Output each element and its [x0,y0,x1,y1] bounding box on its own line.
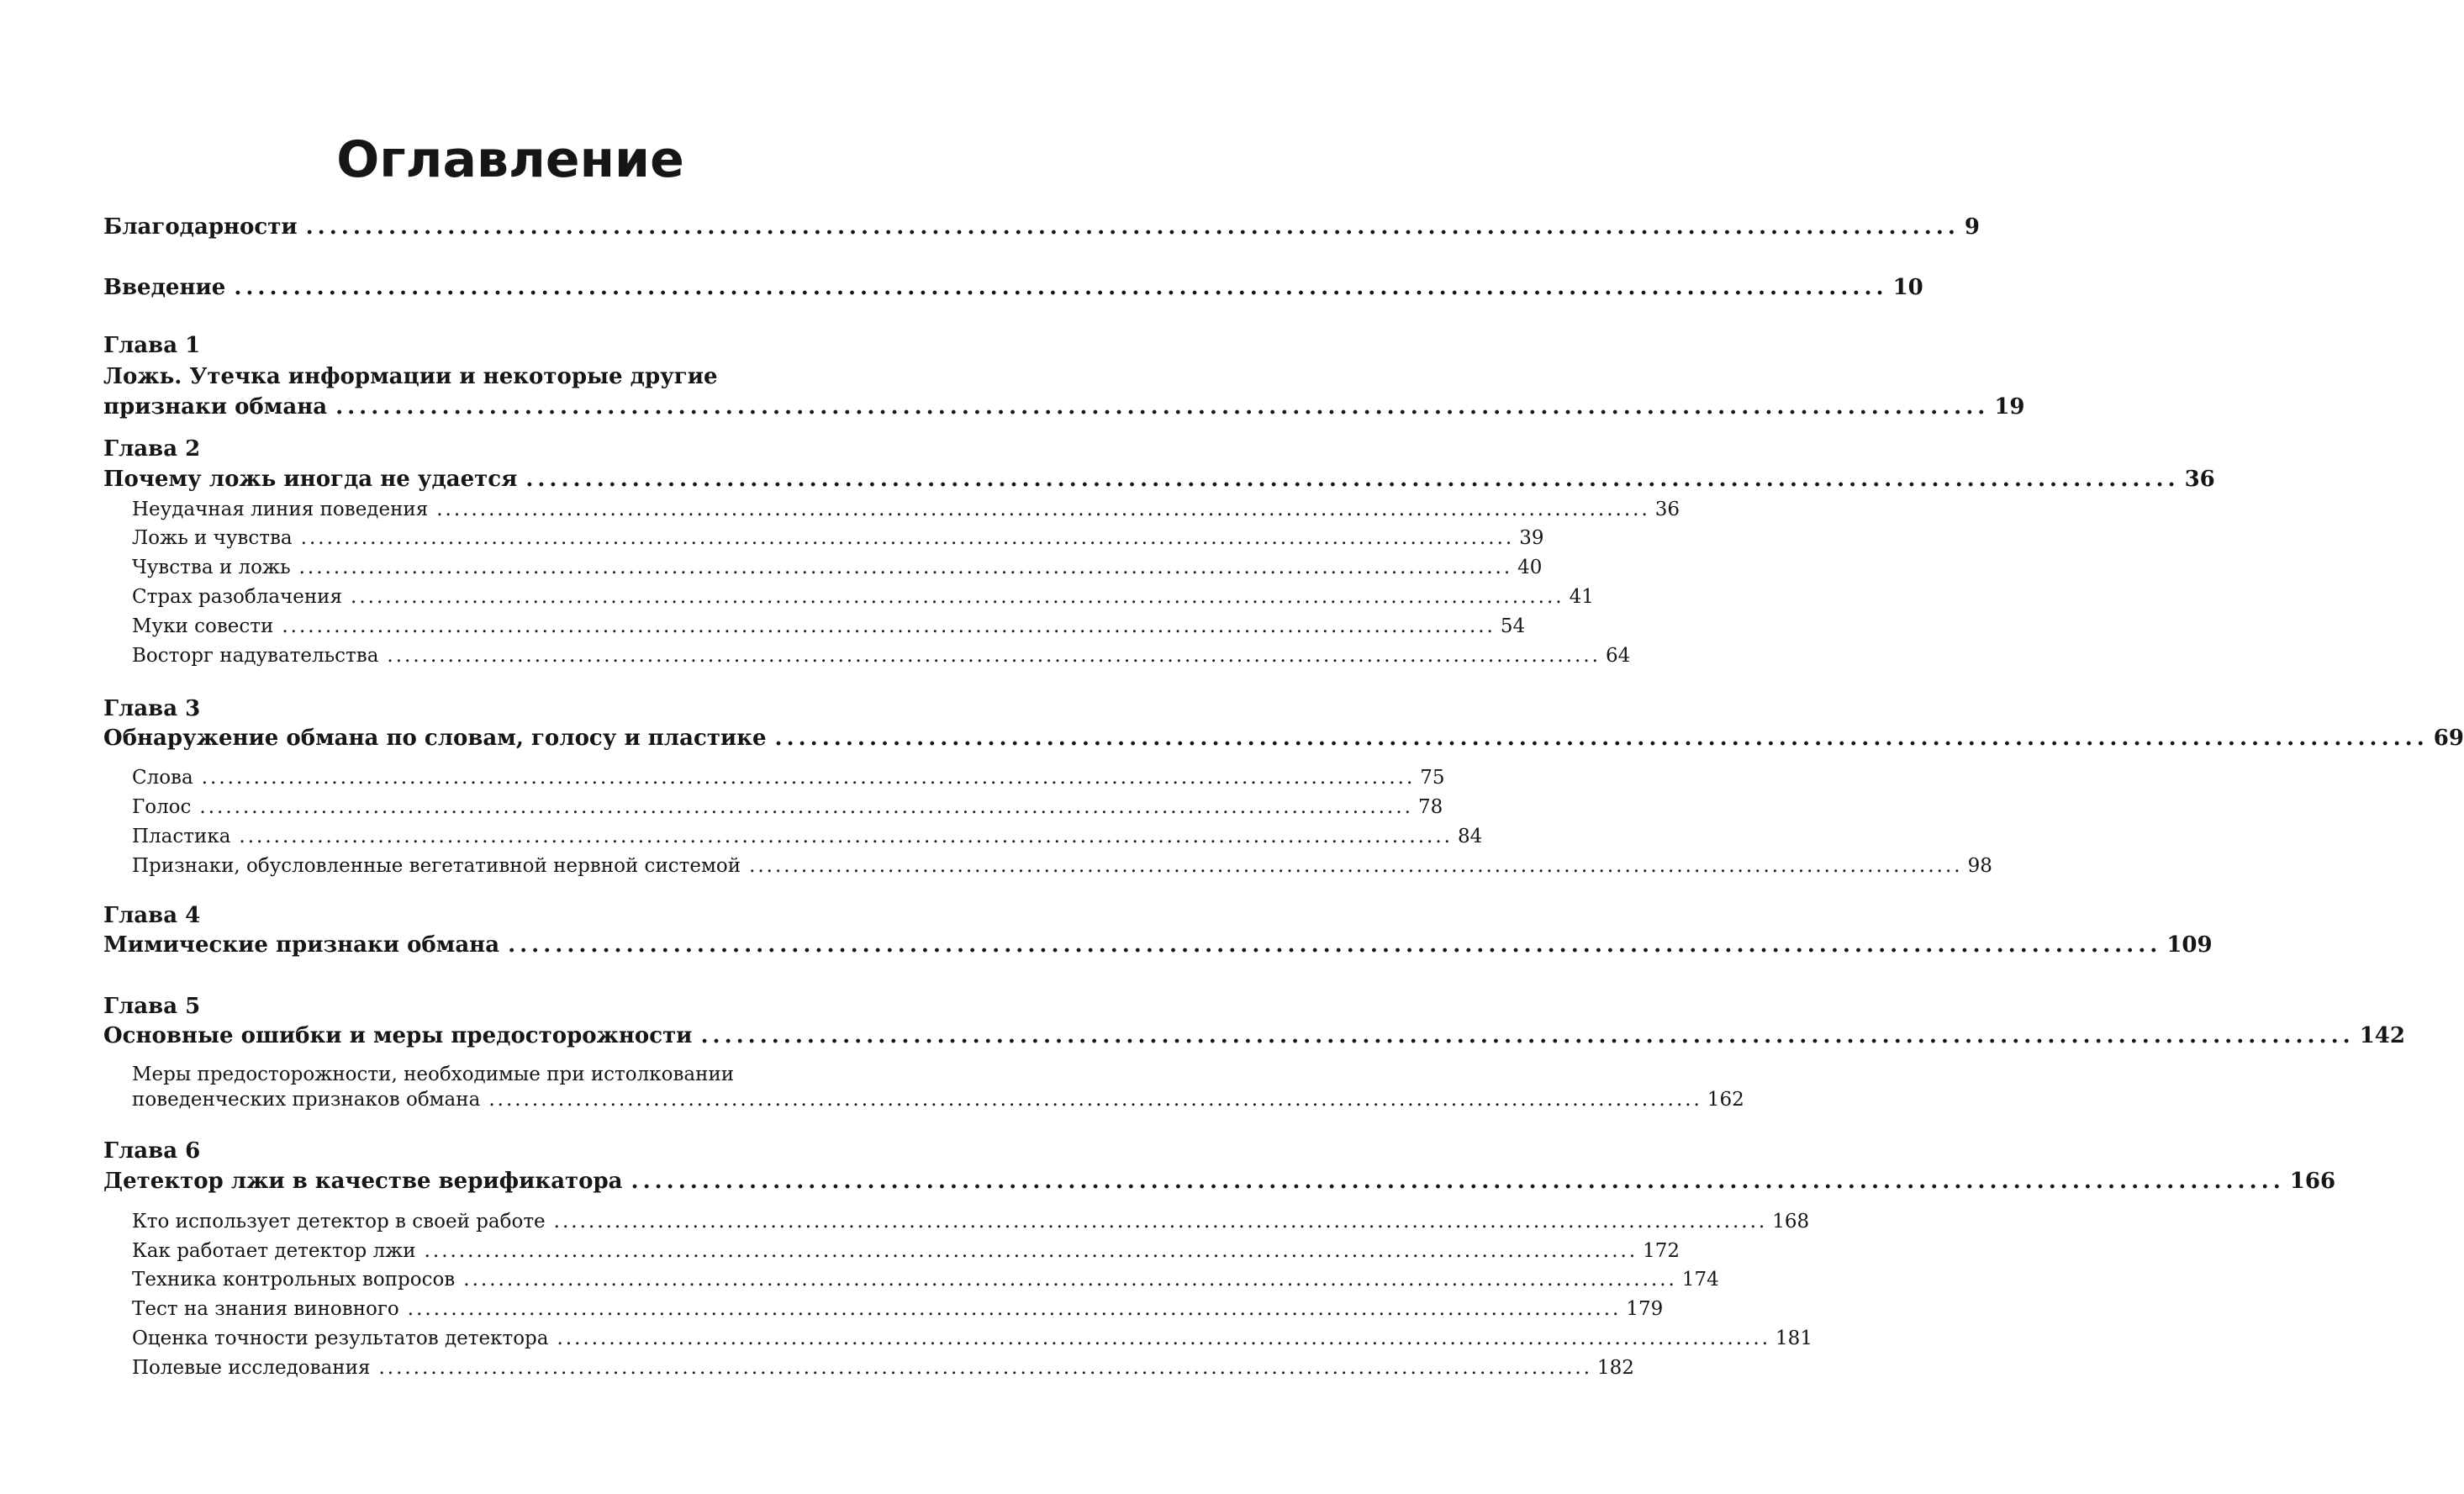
toc-entry-vvedenie[interactable] [103,273,1923,302]
chapter-heading-text: Глава 1 [103,333,201,358]
chapter-3-title[interactable] [103,724,2464,752]
dot-leader: ............................................................................................................................................ [553,1211,1768,1233]
dot-leader: ............................................................................................................................................ [424,1240,1638,1262]
toc-section-label: Меры предосторожности, необходимые при истолковании [132,1064,735,1085]
toc-section-page: 84 [1457,826,1483,847]
toc-section-label: Слова [132,767,193,789]
chapter-5-title[interactable] [103,1022,2405,1050]
chapter-page: 109 [2166,932,2213,958]
dot-leader: ............................................................................................................................................ [387,645,1601,667]
chapter-heading-text: Глава 3 [103,696,201,721]
dot-leader: ............................................................................................................................................ [749,855,1963,877]
toc-entry-page: 9 [1964,214,1980,240]
toc-section-label: Признаки, обусловленные вегетативной нервной системой [132,855,741,877]
toc-section[interactable] [132,764,1445,791]
toc-section-page: 98 [1967,855,1992,877]
toc-section-label: Восторг надувательства [132,645,379,667]
chapter-1-heading [103,331,915,360]
toc-section[interactable] [132,794,1443,821]
page-title: Оглавление [336,130,684,189]
toc-section-page: 64 [1605,645,1631,667]
chapter-1-title-line1[interactable] [103,362,915,391]
toc-section[interactable] [132,613,1526,640]
chapter-5-heading [103,992,915,1021]
dot-leader: ............................................................................................................................................ [407,1298,1622,1320]
toc-section[interactable] [132,1296,1664,1322]
chapter-2-heading [103,435,915,463]
dot-leader: ............................................................................................................................................ [525,467,2180,492]
toc-section-page: 75 [1420,767,1445,789]
toc-section-label: Голос [132,796,192,818]
toc-section[interactable] [132,1266,1719,1293]
dot-leader: ............................................................................................................................................ [234,275,1888,300]
dot-leader: ............................................................................................................................................ [199,796,1413,818]
dot-leader: ............................................................................................................................................ [463,1269,1677,1291]
toc-section-page: 172 [1643,1240,1680,1262]
dot-leader: ............................................................................................................................................ [508,932,2162,958]
dot-leader: ............................................................................................................................................ [557,1328,1771,1349]
toc-section-page: 179 [1626,1298,1664,1320]
dot-leader: ............................................................................................................................................ [305,214,1960,240]
toc-section-page: 181 [1775,1328,1812,1349]
chapter-title-text: Мимические признаки обмана [103,932,500,958]
toc-section-page: 182 [1597,1357,1634,1379]
chapter-title-text: Детектор лжи в качестве верификатора [103,1169,623,1194]
dot-leader: ............................................................................................................................................ [488,1089,1702,1111]
chapter-title-text: Основные ошибки и меры предосторожности [103,1023,693,1048]
chapter-page: 19 [1994,394,2025,420]
chapter-6-title[interactable] [103,1167,2336,1196]
dot-leader: ............................................................................................................................................ [239,826,1453,847]
toc-section-label: Полевые исследования [132,1357,371,1379]
toc-section-label: Как работает детектор лжи [132,1240,416,1262]
toc-section-page: 174 [1681,1269,1719,1291]
toc-section-label: Кто использует детектор в своей работе [132,1211,546,1233]
toc-section-page: 40 [1517,557,1543,578]
chapter-4-heading [103,901,915,930]
chapter-title-text: Обнаружение обмана по словам, голосу и пластике [103,726,767,751]
toc-section-line1[interactable] [132,1061,915,1088]
dot-leader: ............................................................................................................................................ [300,527,1515,549]
toc-section[interactable] [132,554,1543,581]
dot-leader: ............................................................................................................................................ [201,767,1416,789]
dot-leader: ............................................................................................................................................ [700,1023,2355,1048]
chapter-heading-text: Глава 4 [103,903,201,928]
chapter-page: 142 [2359,1023,2405,1048]
chapter-4-title[interactable] [103,931,2213,959]
toc-section-page: 36 [1654,499,1680,520]
toc-section[interactable] [132,525,1544,552]
dot-leader: ............................................................................................................................................ [774,726,2429,751]
toc-section-label: Муки совести [132,615,274,637]
toc-section-label: Тест на знания виновного [132,1298,399,1320]
toc-section-page: 39 [1519,527,1544,549]
toc-section[interactable] [132,1086,1744,1113]
dot-leader: ............................................................................................................................................ [351,586,1564,608]
toc-section-label: Чувства и ложь [132,557,291,578]
dot-leader: ............................................................................................................................................ [631,1169,2285,1194]
toc-entry-page: 10 [1892,275,1923,300]
toc-entry-label: Благодарности [103,214,298,240]
toc-section[interactable] [132,1208,1810,1235]
toc-section-label: поведенческих признаков обмана [132,1089,481,1111]
toc-section-label: Оценка точности результатов детектора [132,1328,549,1349]
chapter-heading-text: Глава 5 [103,994,201,1019]
toc-section-page: 78 [1417,796,1443,818]
chapter-title-text: признаки обмана [103,394,328,420]
toc-section-label: Ложь и чувства [132,527,293,549]
toc-section-label: Неудачная линия поведения [132,499,429,520]
chapter-6-heading [103,1137,915,1165]
chapter-2-title[interactable] [103,465,2215,494]
toc-section[interactable] [132,496,1680,523]
toc-section[interactable] [132,642,1631,669]
toc-section-page: 168 [1772,1211,1810,1233]
dot-leader: ............................................................................................................................................ [282,615,1496,637]
toc-section-page: 41 [1569,586,1594,608]
toc-section-label: Страх разоблачения [132,586,343,608]
chapter-title-text: Ложь. Утечка информации и некоторые другие [103,364,718,389]
chapter-1-title[interactable] [103,393,2025,421]
dot-leader: ............................................................................................................................................ [378,1357,1593,1379]
chapter-page: 36 [2184,467,2215,492]
toc-section[interactable] [132,1325,1812,1352]
dot-leader: ............................................................................................................................................ [298,557,1513,578]
chapter-3-heading [103,694,915,723]
dot-leader: ............................................................................................................................................ [335,394,1990,420]
toc-section[interactable] [132,1354,1634,1381]
toc-entry-label: Введение [103,275,226,300]
dot-leader: ............................................................................................................................................ [436,499,1650,520]
chapter-heading-text: Глава 2 [103,436,201,462]
toc-section-page: 54 [1500,615,1526,637]
chapter-title-text: Почему ложь иногда не удается [103,467,518,492]
toc-section-label: Техника контрольных вопросов [132,1269,456,1291]
toc-section-label: Пластика [132,826,231,847]
toc-section[interactable] [132,853,1992,879]
toc-section-page: 162 [1707,1089,1744,1111]
toc-entry-blagodarnosti[interactable] [103,213,1980,241]
toc-section[interactable] [132,823,1483,850]
toc-section[interactable] [132,583,1594,610]
chapter-page: 69 [2433,726,2464,751]
chapter-heading-text: Глава 6 [103,1138,201,1164]
chapter-page: 166 [2289,1169,2336,1194]
toc-section[interactable] [132,1238,1680,1264]
